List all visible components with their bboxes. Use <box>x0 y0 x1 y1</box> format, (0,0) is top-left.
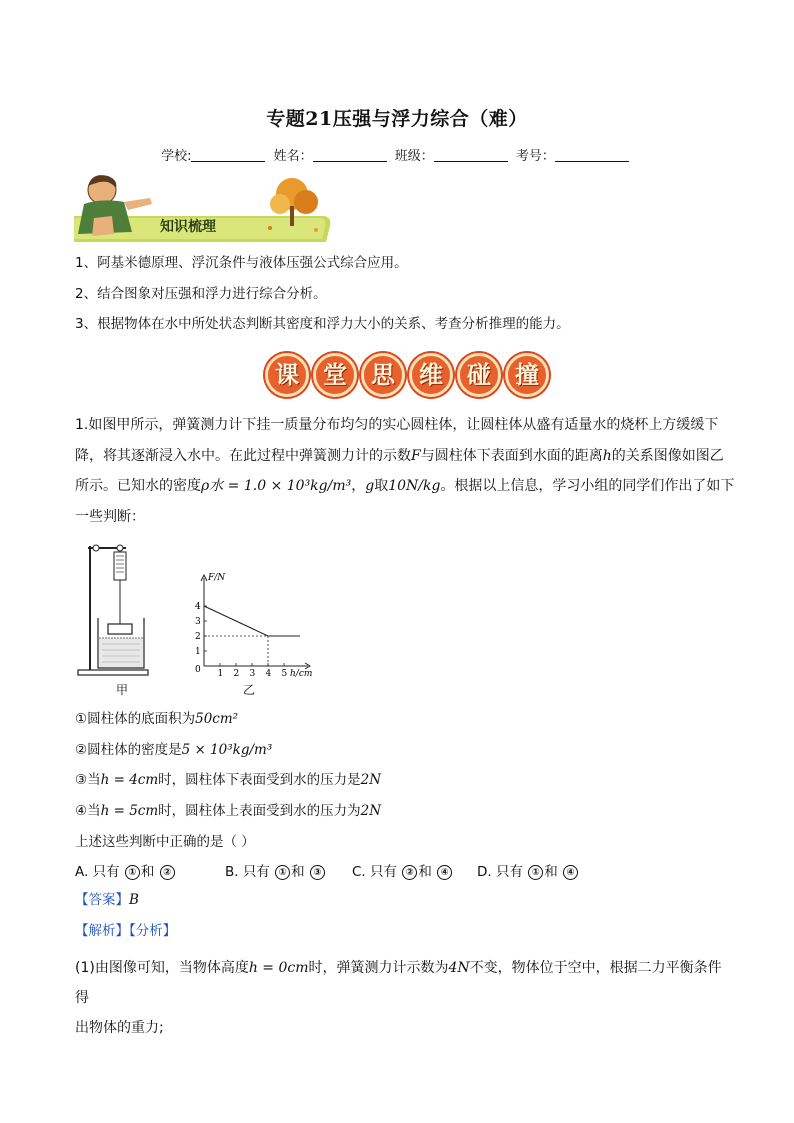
question-prompt: 上述这些判断中正确的是（ ） <box>75 833 255 850</box>
var-h: h <box>602 447 612 464</box>
answer-line <box>75 890 139 910</box>
x-axis-label: h/cm <box>290 669 313 679</box>
y-ticks <box>195 602 207 657</box>
caption-jia: 甲 <box>116 683 129 697</box>
option-b[interactable]: B. 只有 ① 和 ③ <box>225 860 326 880</box>
page-title: 专题21压强与浮力综合（难） <box>266 108 528 130</box>
caption-yi: 乙 <box>243 683 256 697</box>
judgment-4: ④当h = 5cm时，圆柱体上表面受到水的压力为2N <box>75 803 382 820</box>
force-depth-graph <box>186 570 326 690</box>
y-tick-label: 1 <box>195 647 201 657</box>
judgment-2: ②圆柱体的密度是5 × 10³kg/m³ <box>75 741 273 758</box>
class-label: 班级： <box>394 149 434 164</box>
name-blank[interactable] <box>313 149 387 162</box>
knowledge-header <box>72 172 334 246</box>
figure-apparatus <box>76 538 176 698</box>
question-line-4: 一些判断： <box>75 508 145 525</box>
class-blank[interactable] <box>434 149 508 162</box>
water-density: ρ水 = 1.0 × 10³kg/m³ <box>201 478 352 494</box>
force-line <box>204 606 300 636</box>
analysis-line-1: (1)由图像可知，当物体高度h = 0cm时，弹簧测力计示数为4N不变，物体位于空中，根据二力平衡条件得 <box>75 960 722 1006</box>
x-tick-label: 4 <box>265 669 272 679</box>
options-row <box>75 860 735 880</box>
banner-char: 堂 <box>313 353 357 397</box>
question-stem <box>75 410 735 532</box>
classroom-banner <box>265 353 553 397</box>
banner-char: 维 <box>409 353 453 397</box>
spring-scale-beaker-diagram <box>76 538 176 698</box>
answer-value: B <box>129 892 139 908</box>
g-value: 10N/kg <box>388 478 441 494</box>
x-tick-label: 3 <box>249 669 256 679</box>
analysis-body <box>75 953 735 1043</box>
x-tick-label: 1 <box>217 669 224 679</box>
judgment-1-math: 50cm² <box>195 711 239 727</box>
option-a[interactable]: A. 只有 ① 和 ② <box>75 860 176 880</box>
analysis-line-2: 出物体的重力; <box>75 1020 164 1036</box>
y-tick-label: 3 <box>195 617 201 627</box>
knowledge-label: 知识梳理 <box>160 219 216 235</box>
knowledge-item-1: 1、阿基米德原理、浮沉条件与液体压强公式综合应用。 <box>75 255 408 271</box>
analysis-label: 【解析】【分析】 <box>75 923 177 939</box>
banner-char: 课 <box>265 353 309 397</box>
option-d[interactable]: D. 只有 ① 和 ④ <box>477 860 579 880</box>
banner-char: 撞 <box>505 353 549 397</box>
name-label: 姓名： <box>273 149 313 164</box>
judgment-3: ③当h = 4cm时，圆柱体下表面受到水的压力是2N <box>75 772 382 789</box>
x-ticks <box>218 663 288 679</box>
y-tick-label: 4 <box>195 602 201 612</box>
x-tick-label: 5 <box>281 669 288 679</box>
x-tick-label: 2 <box>233 669 240 679</box>
judgment-list <box>75 704 381 858</box>
question-line-1: 1.如图甲所示，弹簧测力计下挂一质量分布均匀的实心圆柱体，让圆柱体从盛有适量水的烧杯上方缓缓下 <box>75 417 719 433</box>
answer-label: 【答案】 <box>75 892 129 908</box>
school-label: 学校: <box>161 149 192 164</box>
var-F: F <box>411 447 421 464</box>
judgment-2-math: 5 × 10³kg/m³ <box>181 741 273 758</box>
y-tick-label: 2 <box>195 632 201 642</box>
question-line-3: 所示。已知水的密度ρ水 = 1.0 × 10³kg/m³，g取10N/kg。根据以上信息，学习小组的同学们作出了如下 <box>75 478 735 494</box>
question-line-2: 降，将其逐渐浸入水中。在此过程中弹簧测力计的示数F与圆柱体下表面到水面的距离h的关系图像如图乙 <box>75 447 724 464</box>
banner-char: 思 <box>361 353 405 397</box>
knowledge-item-3: 3、根据物体在水中所处状态判断其密度和浮力大小的关系、考查分析推理的能力。 <box>75 316 570 332</box>
judgment-1: ①圆柱体的底面积为50cm² <box>75 711 239 727</box>
figure-graph <box>186 570 326 690</box>
number-label: 考号： <box>515 149 555 164</box>
number-blank[interactable] <box>555 149 629 162</box>
guide-lines <box>204 636 268 666</box>
y-axis-label: F/N <box>208 573 226 583</box>
option-c[interactable]: C. 只有 ② 和 ④ <box>352 860 453 880</box>
origin-label: 0 <box>195 665 201 675</box>
banner-char: 碰 <box>457 353 501 397</box>
var-g: g <box>365 478 375 494</box>
school-blank[interactable] <box>191 149 265 162</box>
student-info-line <box>0 145 794 164</box>
knowledge-item-2: 2、结合图象对压强和浮力进行综合分析。 <box>75 286 327 302</box>
